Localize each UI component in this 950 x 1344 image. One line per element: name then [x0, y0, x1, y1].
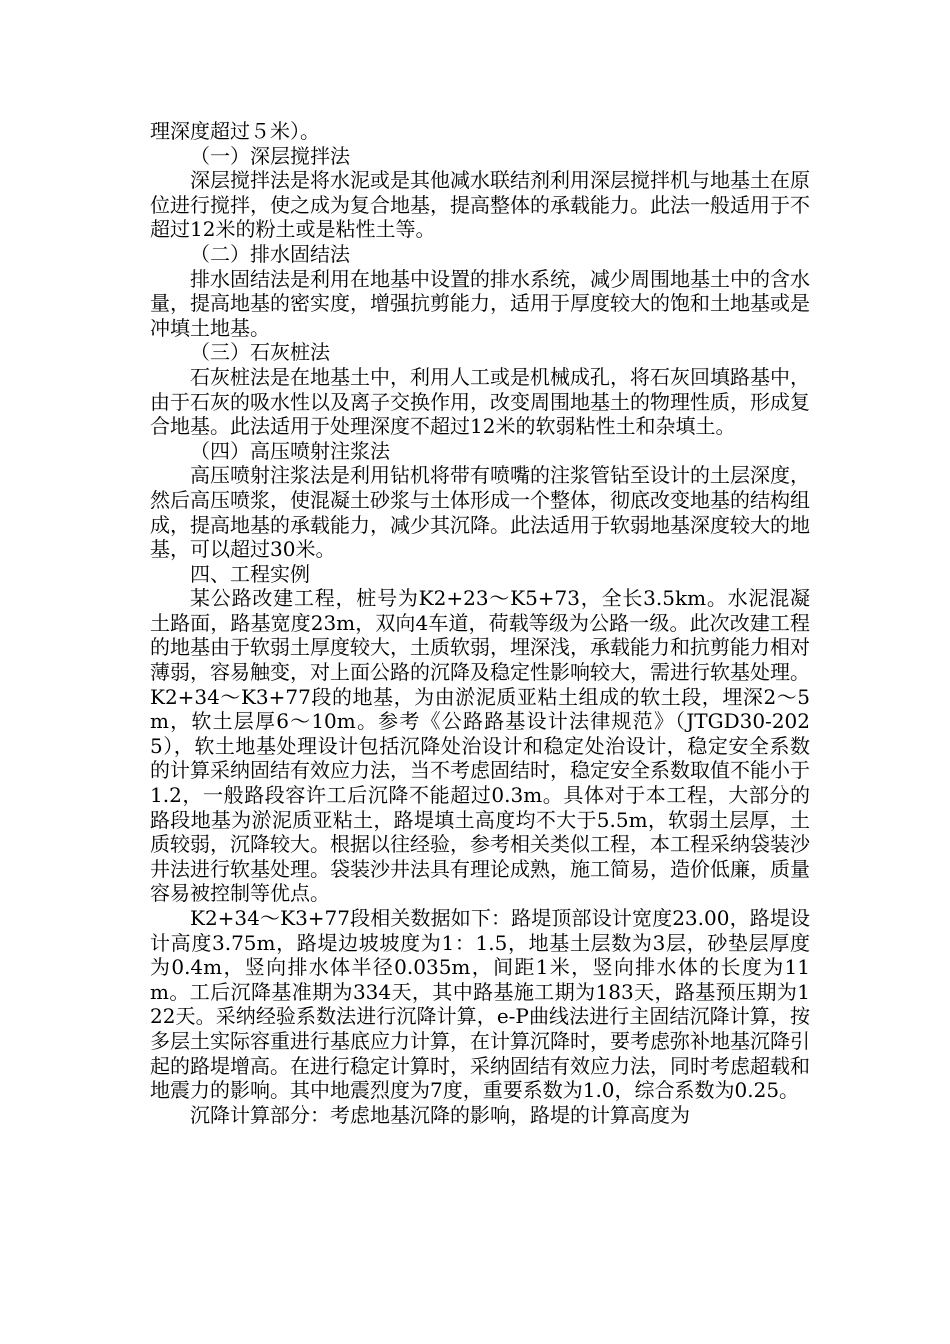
paragraph-drainage-consolidation: 排水固结法是利用在地基中设置的排水系统，减少周围地基土中的含水量，提高地基的密实度，增强抗剪能力，适用于厚度较大的饱和土地基或是冲填土地基。 [150, 266, 810, 340]
section-heading-lime-pile: （三）石灰桩法 [190, 340, 330, 365]
paragraph-lime-pile: 石灰桩法是在地基土中，利用人工或是机械成孔，将石灰回填路基中，由于石灰的吸水性以及离子交换作用，改变周围地基土的物理性质，形成复合地基。此法适用于处理深度不超过12米的软弱粘性土和杂填土。 [150, 364, 810, 439]
section-heading-engineering-example: 四、工程实例 [190, 561, 310, 586]
section-heading-drainage-consolidation: （二）排水固结法 [190, 241, 350, 266]
paragraph-section-data: K2+34～K3+77段相关数据如下：路堤顶部设计宽度23.00，路堤设计高度3.75m，路堤边坡坡度为1：1.5，地基土层数为3层，砂垫层厚度为0.4m，竖向排水体半径0.035m，间距1米，竖向排水体的长度为11m。工后沉降基准期为334天，其中路基施工期为183天，路基预压期为122天。采纳经验系数法进行沉降计算，e-P曲线法进行主固结沉降计算，按多层土实际容重进行基底应力计算，在计算沉降时，要考虑弥补地基沉降引起的路堤增高。在进行稳定计算时，采纳固结有效应力法，同时考虑超载和地震力的影响。其中地震烈度为7度，重要系数为1.0，综合系数为0.25。 [150, 906, 810, 1103]
section-heading-deep-mixing: （一）深层搅拌法 [190, 143, 350, 168]
section-heading-jet-grouting: （四）高压喷射注浆法 [190, 438, 390, 463]
paragraph-jet-grouting: 高压喷射注浆法是利用钻机将带有喷嘴的注浆管钻至设计的土层深度，然后高压喷浆，使混凝土砂浆与土体形成一个整体，彻底改变地基的结构组成，提高地基的承载能力，减少其沉降。此法适用于软弱地基深度较大的地基，可以超过30米。 [150, 463, 810, 562]
paragraph-deep-mixing: 深层搅拌法是将水泥或是其他减水联结剂利用深层搅拌机与地基土在原位进行搅拌，使之成为复合地基，提高整体的承载能力。此法一般适用于不超过12米的粉土或是粘性土等。 [150, 168, 810, 242]
document-body [150, 119, 810, 1127]
paragraph-continuation: 理深度超过５米）。 [150, 119, 320, 143]
paragraph-settlement-calculation: 沉降计算部分：考虑地基沉降的影响，路堤的计算高度为 [190, 1102, 690, 1127]
paragraph-engineering-example: 某公路改建工程，桩号为K2+23～K5+73，全长3.5km。水泥混凝土路面，路基宽度23m，双向4车道，荷载等级为公路一级。此次改建工程的地基由于软弱土厚度较大，土质软弱，埋深浅，承载能力和抗剪能力相对薄弱，容易触变，对上面公路的沉降及稳定性影响较大，需进行软基处理。K2+34～K3+77段的地基，为由淤泥质亚粘土组成的软土段，埋深2～5m，软土层厚6～10m。参考《公路路基设计法律规范》（JTGD30-2025），软土地基处理设计包括沉降处治设计和稳定处治设计，稳定安全系数的计算采纳固结有效应力法，当不考虑固结时，稳定安全系数取值不能小于1.2，一般路段容许工后沉降不能超过0.3m。具体对于本工程，大部分的路段地基为淤泥质亚粘土，路堤填土高度均不大于5.5m，软弱土层厚，土质较弱，沉降较大。根据以往经验，参考相关类似工程，本工程采纳袋装沙井法进行软基处理。袋装沙井法具有理论成熟，施工简易，造价低廉，质量容易被控制等优点。 [150, 586, 810, 906]
